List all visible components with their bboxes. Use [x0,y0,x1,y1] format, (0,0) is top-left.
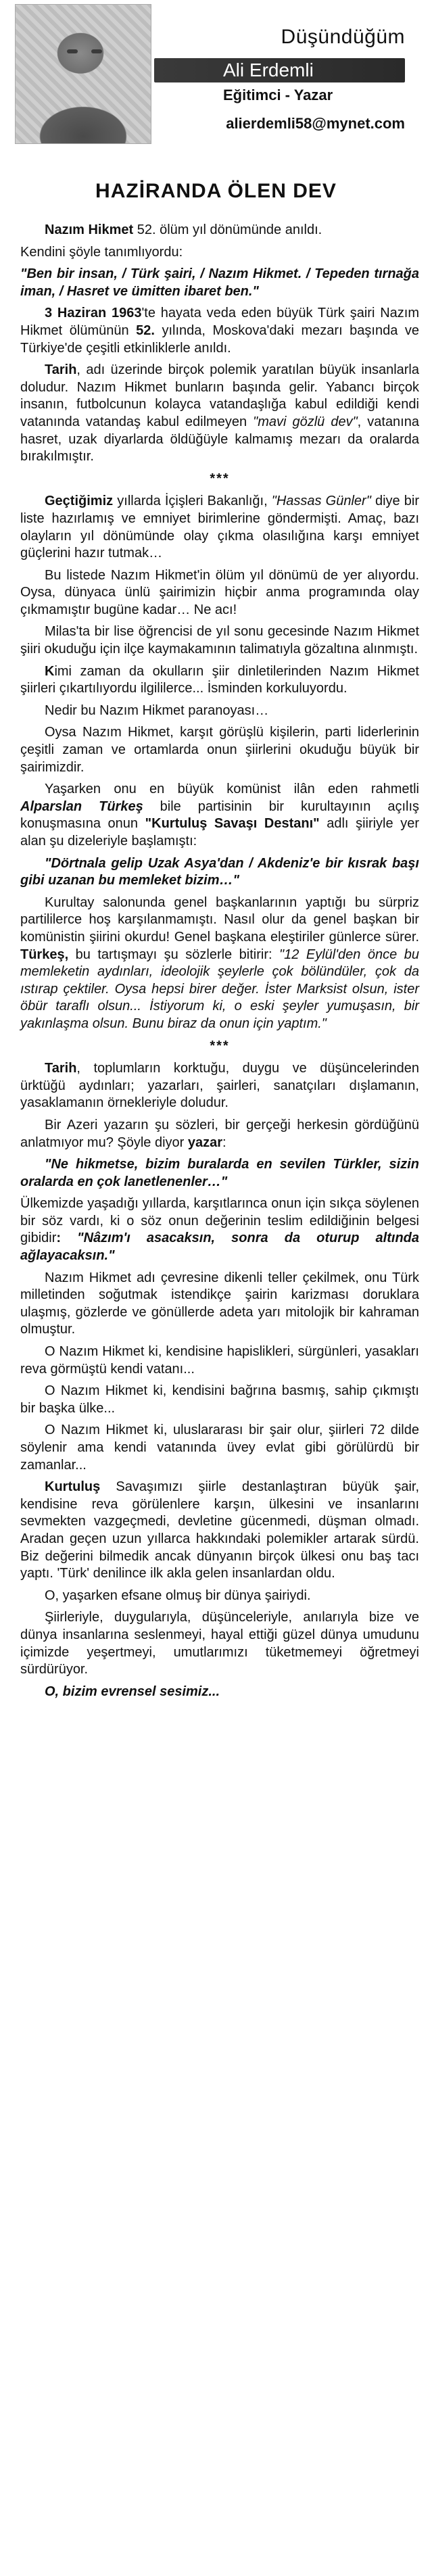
author-photo [15,4,151,144]
column-title: Düşündüğüm [281,26,405,48]
paragraph: Ülkemizde yaşadığı yıllarda, karşıtlarınca onun için sıkça söylenen bir söz vardı, ki o söz onun değerinin teslim edildiğinin belgesi gibidir: "Nâzım'ı asacaksın, sonra da oturup altında ağlayacaksın." [20,1196,419,1264]
author-first-name: Ali [223,59,245,80]
paragraph: 3 Haziran 1963'te hayata veda eden büyük Türk şairi Nazım Hikmet ölümünün 52. yılında, Moskova'daki mezarı başında ve Türkiye'de çeşitli etkinliklerle anıldı. [20,306,419,356]
paragraph: Geçtiğimiz yıllarda İçişleri Bakanlığı, "Hassas Günler" diye bir liste hazırlamış ve emniyet birimlerine göndermişti. Amaç, bazı olayların yıl dönümünde olay çıkma olasılığına karşı emniyet güçlerini hazır tutmak… [20,494,419,561]
paragraph: Tarih, adı üzerinde birçok polemik yaratılan büyük insanlarla doludur. Nazım Hikmet bunların başında gelir. Yabancı birçok insanın, futbolcunun kolayca vatandaşlığa kabul edildiği kendi vatanında vatandaş kabul edilmeyen "mavi gözlü dev", vatanına hasret, uzak diyarlarda öldüğüyle kalmamış mezarı da oralarda bırakılmıştır. [20,362,419,464]
section-separator: *** [210,1038,230,1053]
author-photo-eye [91,49,102,53]
author-role: Eğitimci - Yazar [223,87,333,103]
article-headline: HAZİRANDA ÖLEN DEV [95,180,337,202]
closing-line: O, bizim evrensel sesimiz... [45,1684,220,1699]
column-header [0,0,432,169]
paragraph: Yaşarken onu en büyük komünist ilân eden rahmetli Alparslan Türkeş bile partisinin bir kurultayının açılış konuşmasına onun "Kurtuluş Savaşı Destanı" adlı şiiriyle yer alan şu dizeleriyle başlamıştı: [20,782,419,849]
quote: "Dörtnala gelip Uzak Asya'dan / Akdeniz'e bir kısrak başı gibi uzanan bu memleket bizim…" [20,855,419,888]
paragraph: Tarih, toplumların korktuğu, duygu ve düşüncelerinden ürktüğü aydınları; yazarları, şairleri, sanatçıları dışlamanın, yasaklamanın örnekleriyle doludur. [20,1061,419,1111]
paragraph: Kurultay salonunda genel başkanlarının yaptığı bu sürpriz partililerce hoş karşılanmamıştı. Nasıl olur da genel başkan bir komünistin şiirini okurdu! Genel başkana eleştiriler günlerce sürer. Türkeş, bu tartışmayı şu sözlerle bitirir: "12 Eylül'den önce bu memleketin aydınları, ideolojik şeylerle çok bölündüler, çok da ıstırap çektiler. Oysa hepsi birer değer. İster Marksist olsun, ister öbür taraflı olsun... İstiyorum ki, o eski şeyler yumuşasın, bir yakınlaşma olsun. Bunu biraz da onun için yaptım." [20,895,420,1031]
section-separator: *** [210,471,230,486]
paragraph: Kimi zaman da okulların şiir dinletilerinden Nazım Hikmet şiirleri çıkartılıyordu ilgililerce... İsminden korkuluyordu. [20,663,419,696]
paragraph: Nedir bu Nazım Hikmet paranoyası… [45,702,269,718]
paragraph: O Nazım Hikmet ki, uluslararası bir şair olur, şiirleri 72 dilde söylenir ama kendi vatanında üvey evlat gibi görülürdü bir zamanlar... [20,1423,419,1473]
paragraph: Bir Azeri yazarın şu sözleri, bir gerçeği herkesin gördüğünü anlatmıyor mu? Şöyle diyor yazar: [20,1117,419,1150]
paragraph: Kendini şöyle tanımlıyordu: [20,244,183,260]
article-body [20,222,419,1705]
paragraph: O Nazım Hikmet ki, kendisini bağrına basmış, sahip çıkmıştı bir başka ülke... [20,1383,419,1416]
paragraph: Nazım Hikmet 52. ölüm yıl dönümünde anıldı. [45,222,322,237]
author-name [223,59,314,81]
paragraph: Nazım Hikmet adı çevresine dikenli teller çekilmek, onu Türk milletinden soğutmak istendikçe şairin karizması doruklara ulaşmış, gözlerde ve gönüllerde adeta yarı mitolojik bir kahraman olmuştur. [20,1270,419,1337]
paragraph: Milas'ta bir lise öğrencisi de yıl sonu gecesinde Nazım Hikmet şiiri okuduğu için ilçe kaymakamının talimatıyla gözaltına alınmıştı. [20,624,419,657]
author-email: alierdemli58@mynet.com [226,115,405,132]
paragraph: Kurtuluş Savaşımızı şiirle destanlaştıran büyük şair, kendisine reva görülenlere karşın, ülkesini ve insanlarını sevmekten vazgeçmedi, devletine gücenmedi, düşman olmadı. Aradan geçen uzun yıllarca hakkındaki polemikler artarak sürdü. Biz değerini bilmedik ancak dünyanın birçok ülkesi onu baş tacı yaptı. 'Türk' denilince ilk akla gelen insanlardan oldu. [20,1479,419,1581]
paragraph: Şiirleriyle, duygularıyla, düşünceleriyle, anılarıyla bize ve dünya insanlarına seslenmeyi, hayal ettiği güzel dünya umudunu içimizde yeşertmeyi, umutlarımızı tüketmemeyi öğretmeyi sürdürüyor. [20,1610,419,1677]
author-last-name: Erdemli [249,59,314,80]
quote: "Ne hikmetse, bizim buralarda en sevilen Türkler, sizin oralarda en çok lanetlenenler…" [20,1157,419,1189]
paragraph: Oysa Nazım Hikmet, karşıt görüşlü kişilerin, parti liderlerinin çeşitli zaman ve ortamlarda onun şiirlerini okuduğu büyük bir şairimizdir. [20,725,419,775]
quote: "Ben bir insan, / Türk şairi, / Nazım Hikmet. / Tepeden tırnağa iman, / Hasret ve ümitten ibaret ben." [20,266,419,299]
paragraph: O Nazım Hikmet ki, kendisine hapislikleri, sürgünleri, yasakları reva görmüştü kendi vatanı... [20,1344,419,1377]
paragraph: O, yaşarken efsane olmuş bir dünya şairiydi. [45,1588,311,1603]
paragraph: Bu listede Nazım Hikmet'in ölüm yıl dönümü de yer alıyordu. Oysa, dünyaca ünlü şairimizin hiçbir anma programında olay çıkmamıştır bugüne kadar… Ne acı! [20,567,419,617]
author-photo-eye [67,49,78,53]
